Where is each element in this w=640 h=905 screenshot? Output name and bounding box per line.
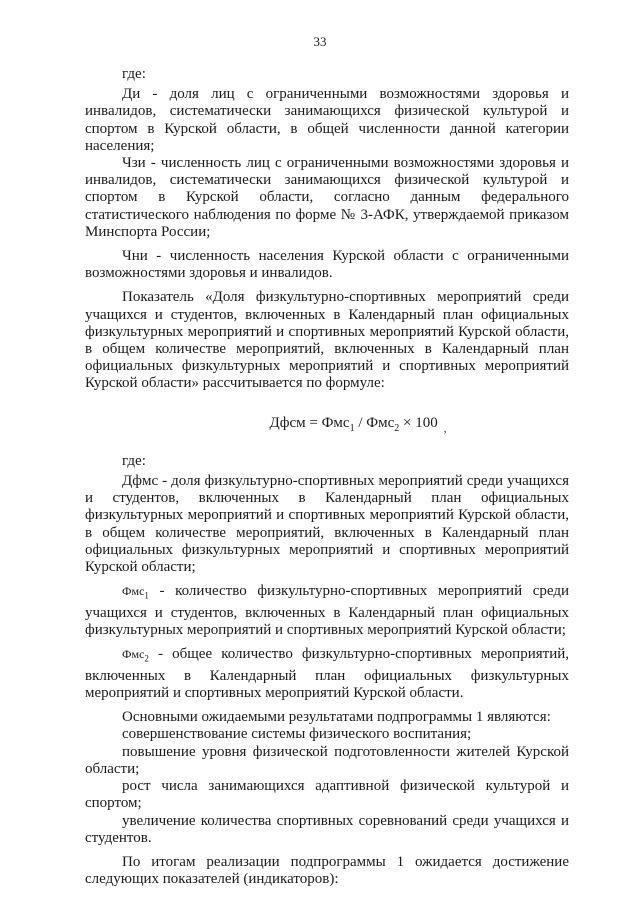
- formula-term-2: Фмс: [366, 414, 395, 431]
- page-number: 33: [313, 34, 327, 49]
- definition-fms2-text: - общее количество физкультурно-спортивных мероприятий, включенных в Календарный план официальных физкультурных мероприятий и спортивных мероприятий Курской области.: [85, 646, 569, 702]
- formula-times: × 100: [399, 414, 438, 431]
- where-label-2: где:: [122, 452, 146, 469]
- symbol-fms1-base: Фмс: [122, 584, 145, 599]
- indicator-paragraph: Показатель «Доля физкультурно-спортивных мероприятий среди учащихся и студентов, включенных в Календарный план официальных физкультурных мероприятий и спортивных мероприятий Курской области, в общем количестве мероприятий, включенных в Календарный план официальных физкультурных мероприятий и спортивных мероприятий Курской области» рассчитывается по формуле:: [85, 289, 569, 392]
- definition-fms2: [85, 646, 569, 702]
- result-item-4: увеличение количества спортивных соревнований среди учащихся и студентов.: [85, 812, 569, 846]
- symbol-fms1-subscript: 1: [144, 590, 149, 601]
- result-item-2: повышение уровня физической подготовленности жителей Курской области;: [85, 743, 569, 777]
- formula-divide: /: [354, 414, 367, 431]
- definition-chzi: Чзи - численность лиц с ограниченными возможностями здоровья и инвалидов, систематически занимающихся физической культурой и спортом в Курской области, согласно данным федерального статистического наблюдения по форме № 3-АФК, утверждаемой приказом Минспорта России;: [85, 155, 569, 240]
- formula-comma: ,: [443, 422, 447, 435]
- page-body: [85, 66, 569, 895]
- formula: [85, 415, 569, 437]
- results-intro: Основными ожидаемыми результатами подпрограммы 1 являются:: [122, 709, 551, 726]
- formula-subscript-1: 1: [349, 422, 355, 434]
- result-item-3: рост числа занимающихся адаптивной физической культурой и спортом;: [85, 778, 569, 812]
- formula-term-1: Фмс: [321, 414, 350, 431]
- result-item-1: совершенствование системы физического воспитания;: [122, 726, 472, 743]
- symbol-fms1: [122, 584, 149, 601]
- where-label: где:: [122, 66, 146, 82]
- definition-fms1: [85, 583, 569, 639]
- definition-chni: Чни - численность населения Курской области с ограниченными возможностями здоровья и инвалидов.: [85, 248, 569, 282]
- definition-fms1-text: - количество физкультурно-спортивных мероприятий среди учащихся и студентов, включенных в Календарный план официальных физкультурных мероприятий и спортивных мероприятий Курской области;: [85, 583, 569, 639]
- formula-equals: =: [305, 414, 322, 431]
- symbol-fms2: [122, 647, 149, 664]
- definition-di: Ди - доля лиц с ограниченными возможностями здоровья и инвалидов, систематически занимающихся физической культурой и спортом в Курской области, в общей численности данной категории населения;: [85, 86, 569, 154]
- formula-subscript-2: 2: [394, 422, 400, 434]
- final-paragraph: По итогам реализации подпрограммы 1 ожидается достижение следующих показателей (индикаторов):: [85, 853, 569, 888]
- formula-lhs: Дфсм: [269, 414, 306, 431]
- symbol-fms2-subscript: 2: [144, 653, 149, 664]
- definition-dfms: Дфмс - доля физкультурно-спортивных мероприятий среди учащихся и студентов, включенных в Календарный план официальных физкультурных мероприятий и спортивных мероприятий Курской области, в общем количестве мероприятий, включенных в Календарный план официальных физкультурных мероприятий и спортивных мероприятий Курской области;: [85, 473, 569, 576]
- symbol-fms2-base: Фмс: [122, 647, 145, 662]
